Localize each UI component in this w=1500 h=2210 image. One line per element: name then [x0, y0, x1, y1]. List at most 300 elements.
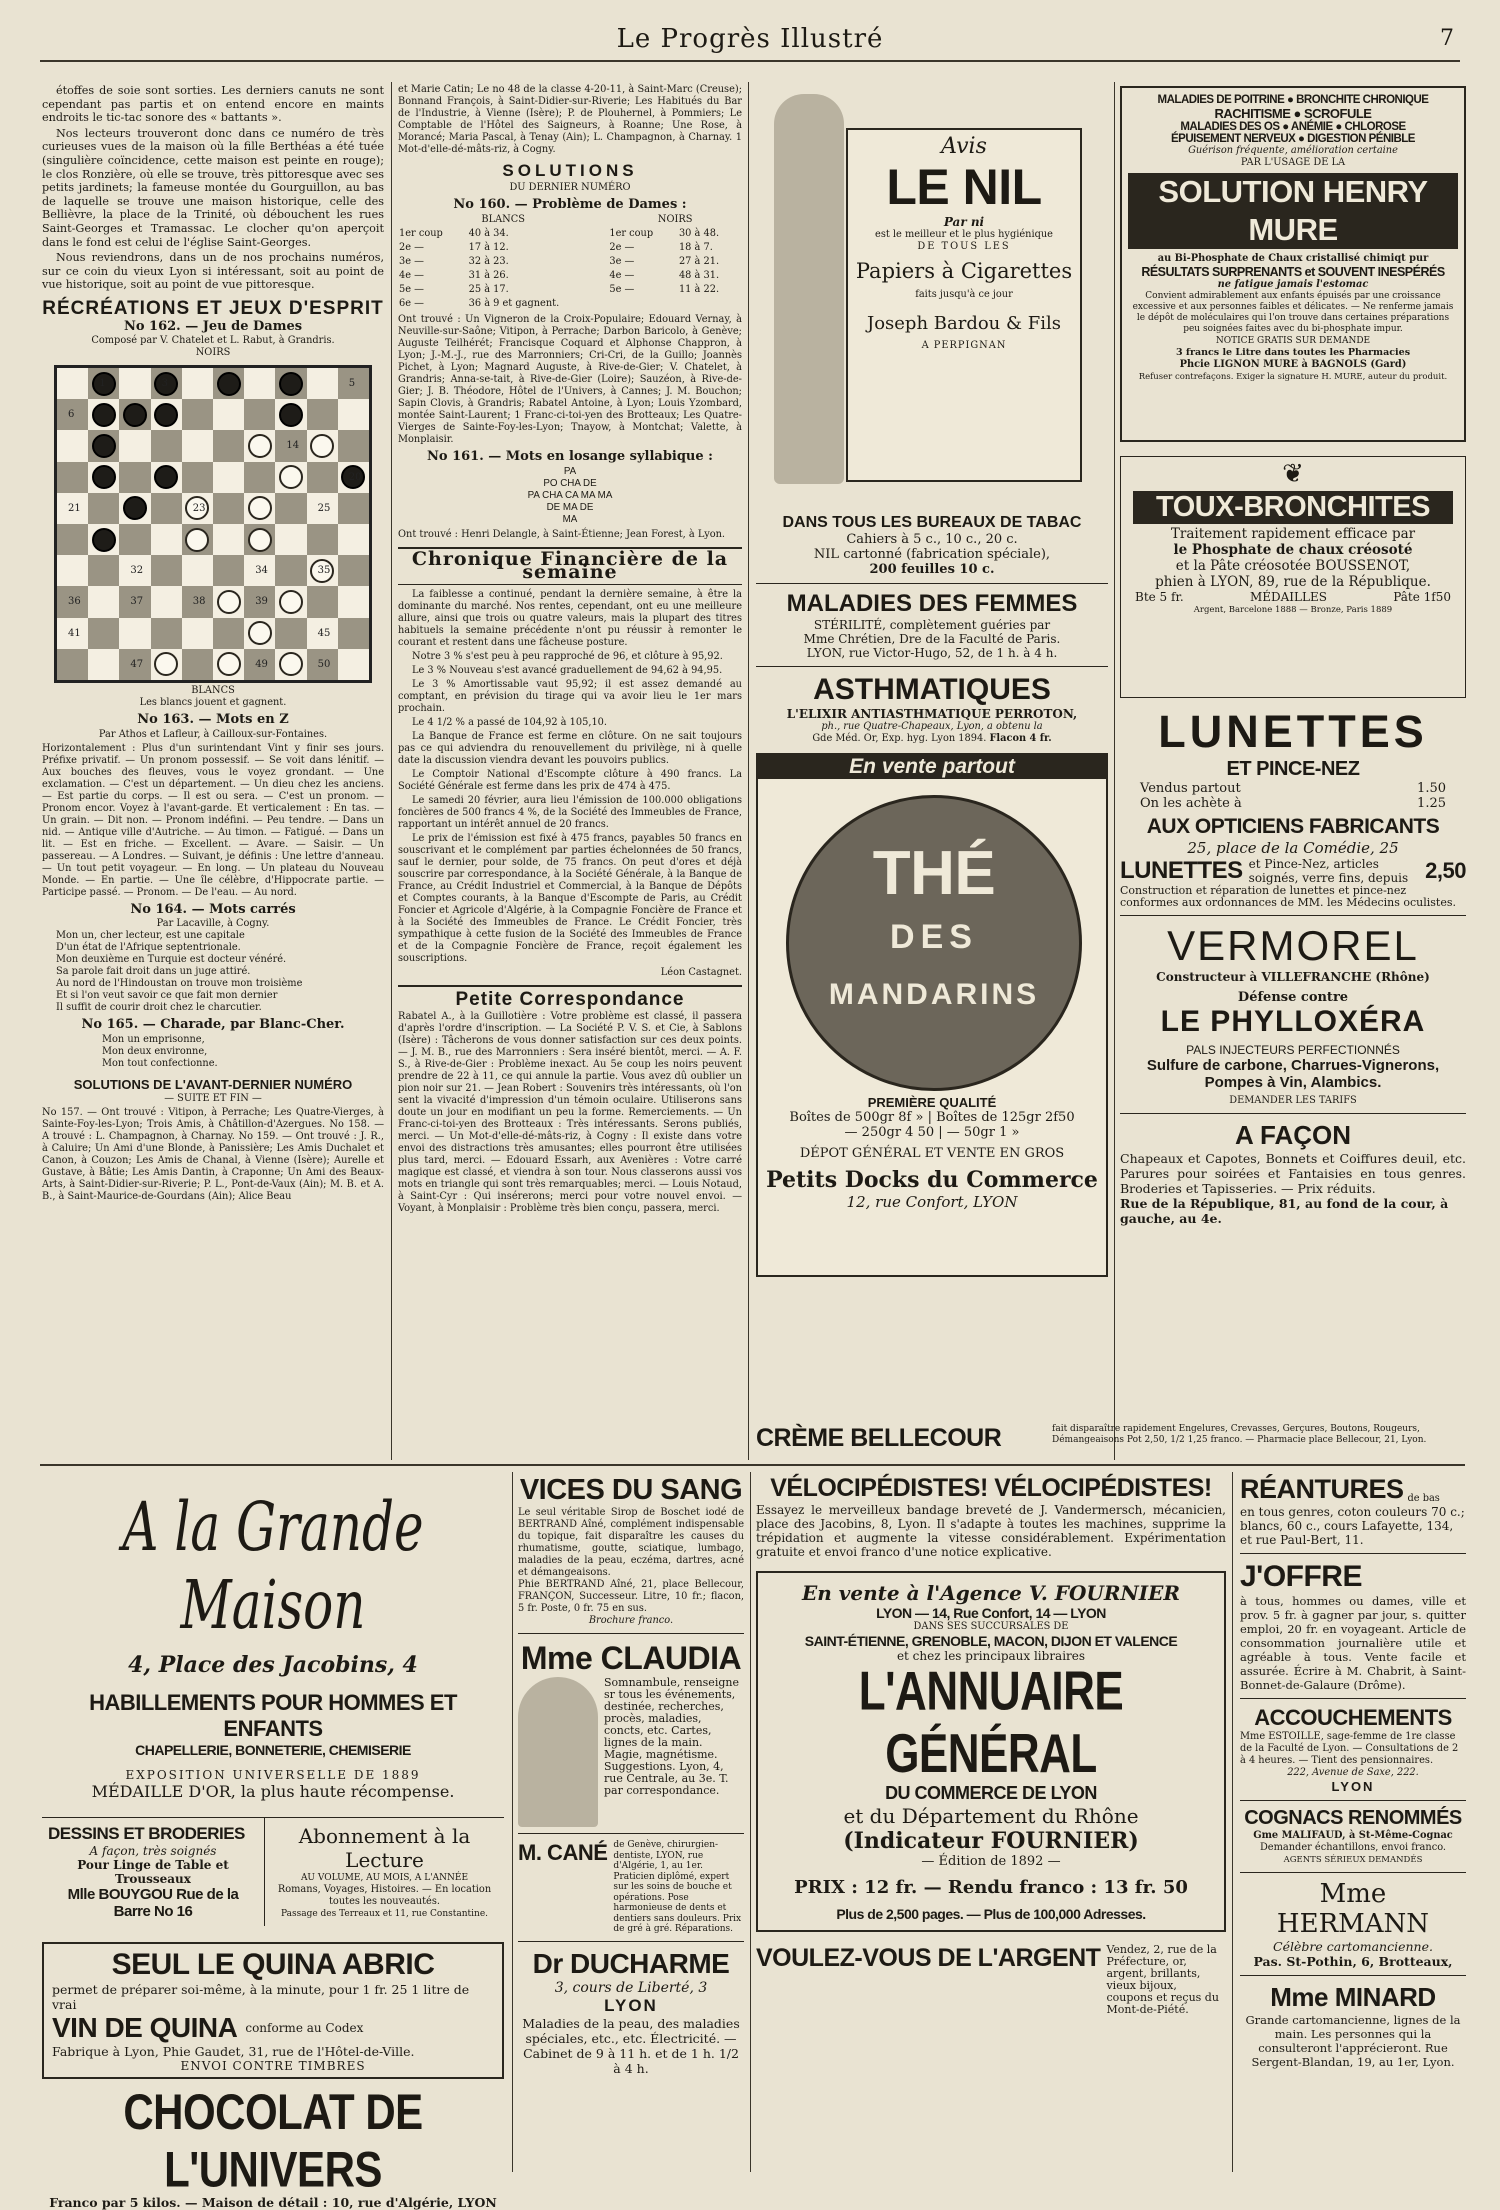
losange-row: PO CHA DE [543, 477, 597, 489]
velo-title: VÉLOCIPÉDISTES! VÉLOCIPÉDISTES! [770, 1474, 1212, 1502]
move-cell: 4e — [399, 270, 424, 282]
moves-table [398, 213, 742, 311]
vices-text: Phie BERTRAND Aîné, 21, place Bellecour, FRANÇON, Successeur. Litre, 10 fr.; flacon, 5 fr. Poste, 0 fr. 75 en sus. [518, 1579, 744, 1614]
reantures-bas: de bas [1407, 1493, 1440, 1504]
moves-header: NOIRS [657, 214, 693, 226]
board-square [88, 368, 119, 399]
black-piece [92, 403, 116, 427]
square-number: 5 [348, 378, 356, 390]
mure-line: Guérison fréquente, amélioration certaine [1188, 145, 1398, 156]
board-square [88, 430, 119, 461]
square-number: 23 [192, 502, 206, 514]
solutions-heading: SOLUTIONS DE L'AVANT-DERNIER NUMÉRO [73, 1076, 353, 1092]
board-caption: Les blancs jouent et gagnent. [139, 697, 287, 709]
correspondence-text: Rabatel A., à la Guillotière : Votre problème est classé, il passera d'après l'ordre d'inscription. — La Société P. V. S. et Cie, à Sablons (Isère) : Tâcherons de vous donner satisfaction sur ces deux points. — J. M. B., rue des Marronniers : Sera inséré bientôt, merci. — A. F. S., à Rive-de-Gier : Problème inexact. Au 5e coup les noirs peuvent prendre de 22 à 11, ce qui annule la partie. Vous avez dû oublier un pion noir sur 21. — Jean Robert : Souvenirs très intéressants, où l'on sent la vivacité d'impression d'un témoin oculaire. Utiliserons sans doute un jour en modifiant un peu la forme. Remerciements. — Un Franc-ci-toi-yen des Brotteaux : Très intéressants. Serons publiés, merci. — Un Mot-d'elle-dé-mâts-riz, à Cogny : Il existe dans votre envoi des distractions très amusantes; elles pourront être utilisées plus tard, merci. — Edouard Essarh, aux Avenières : Votre carré magique est classé, et viendra à son tour. Nous classerons aussi vos mots en triangle qui sont très remarquables; merci. — Louis Notaud, à Saint-Cyr : Qui insérerons; merci pour votre nouvel envoi. — Voyant, à Monplaisir : Problème très bien conçu, passera, merci. [398, 1010, 742, 1214]
board-square [244, 555, 275, 586]
board-square [88, 555, 119, 586]
move-cell: 32 à 23. [468, 256, 509, 268]
board-square [338, 399, 369, 430]
lunettes-l1: LUNETTES [1120, 857, 1243, 884]
quina-line: conforme au Codex [245, 2021, 364, 2035]
square-number: 20 [348, 471, 362, 483]
column-4-ads [1120, 86, 1466, 1421]
article-paragraph: Le Comptoir National d'Escompte clôture à 490 francs. La Société Générale est ferme dans les prix de 474 à 475. [398, 768, 742, 792]
argent-title: VOULEZ-VOUS DE L'ARGENT [756, 1944, 1101, 1972]
the-price-line: — 250gr 4 50 | — 50gr 1 » [844, 1125, 1020, 1140]
lunettes-sub: ET PINCE-NEZ [1226, 758, 1360, 780]
board-square [244, 493, 275, 524]
board-square [88, 399, 119, 430]
toux-title: TOUX-BRONCHITES [1133, 491, 1453, 524]
vermorel-line: Sulfure de carbone, Charrues-Vignerons, Pompes à Vin, Alambics. [1146, 1057, 1440, 1091]
accouchements-title: ACCOUCHEMENTS [1254, 1705, 1452, 1730]
column-1 [42, 84, 384, 1459]
white-piece [310, 434, 334, 458]
abonnement-line: Romans, Voyages, Histoires. — En location toutes les nouveautés. [277, 1884, 492, 1907]
accouchements-text: Mme ESTOILLE, sage-femme de 1re classe de la Faculté de Lyon. — Consultations de 2 à 4 heures. — Tient des pensionnaires. [1240, 1731, 1459, 1766]
board-square [151, 555, 182, 586]
board-square [307, 586, 338, 617]
board-square [213, 586, 244, 617]
board-square [213, 493, 244, 524]
vermorel-sub: Constructeur à VILLEFRANCHE (Rhône) [1156, 970, 1430, 984]
solutions-continued: et Marie Catin; Le no 48 de la classe 4-20-11, à Saint-Marc (Creuse); Bonnand François, à Saint-Didier-sur-Riverie; Les Habitués du Bar de l'Industrie, à Vienne (Isère); P. de Plouhernel, à Pommiers; Le Comptable de l'Hôtel des Saigneurs, à Roanne; Une Rose, à Morancé; Maria Pascal, à Tenay (Ain); L. Champagnon, à Charnay. 1 Mot-d'elle-dé-mâts-riz, à Cogny. [398, 84, 742, 155]
board-square [213, 430, 244, 461]
abonnement-ad [265, 1818, 504, 1926]
board-square [151, 462, 182, 493]
accouchements-city: LYON [1331, 1779, 1375, 1794]
hermann-line: Pas. St-Pothin, 6, Brotteaux, [1253, 1954, 1453, 1969]
board-square [119, 586, 150, 617]
board-square [88, 586, 119, 617]
board-square [151, 586, 182, 617]
annuaire-line: DU COMMERCE DE LYON [885, 1783, 1097, 1803]
article-paragraph: Notre 3 % s'est peu à peu rapproché de 96, et clôture à 95,92. [412, 650, 723, 662]
verse-line: Et si l'on veut savoir ce que fait mon dernier [56, 990, 278, 1002]
asthma-line [756, 733, 1108, 745]
nil-ad [756, 84, 1108, 514]
move-cell: 30 à 48. [678, 228, 720, 240]
moves-row [398, 297, 742, 311]
the-des: DES [890, 918, 978, 956]
lunettes-row-label: On les achète à [1140, 796, 1242, 811]
annuaire-succ: DANS SES SUCCURSALES DE [913, 1621, 1069, 1632]
chronicle-signature: Léon Castagnet. [660, 966, 742, 978]
board-square [307, 462, 338, 493]
move-cell: 25 à 17. [468, 284, 509, 296]
joffre-text: à tous, hommes ou dames, ville et prov. 5 fr. à gagner par jour, s. quitter emploi, 20 fr. en voyageant. Article de consommation journalière utile et agréable à tous. Vente facile et assurée. Écrire à M. Chabrit, à Saint-Bonnet-de-Galaure (Drôme). [1240, 1594, 1466, 1692]
black-piece [154, 403, 178, 427]
board-square [244, 430, 275, 461]
claudia-text: Somnambule, renseigne sr tous les événements, destinée, recherches, procès, maladies, concts, etc. Cartes, lignes de la main. Magie, magnétisme. Suggestions. Lyon, 4, rue Centrale, au 3e. T. par correspondance. [604, 1676, 739, 1797]
move-cell: 36 à 9 et gagnent. [468, 298, 560, 310]
nil-faits: faits jusqu'à ce jour [915, 289, 1013, 300]
dessins-line: A façon, très soignés [89, 1844, 217, 1858]
losange [398, 466, 742, 526]
move-cell: 1er coup [609, 228, 654, 240]
board-square [244, 399, 275, 430]
board-square [88, 618, 119, 649]
facon-text: Chapeaux et Capotes, Bonnets et Coiffures deuil, etc. Parures pour soirées et Fantaisies en tous genres. Broderies et Tapisseries. — Prix réduits. [1120, 1151, 1466, 1196]
correspondence-heading: Petite Correspondance [455, 988, 685, 1010]
losange-row: MA [562, 513, 578, 525]
section-rule [40, 1464, 1465, 1466]
lunettes-row-price: 1.25 [1417, 796, 1446, 811]
moves-row [398, 269, 742, 283]
mure-line: 3 francs le Litre dans toutes les Pharmacies [1175, 347, 1411, 358]
board-square [275, 649, 306, 680]
board-square [88, 524, 119, 555]
problem-162-author: Composé par V. Chatelet et L. Rabut, à Grandris. [91, 335, 335, 347]
vices-brochure: Brochure franco. [588, 1615, 674, 1626]
claudia-title: Mme CLAUDIA [520, 1640, 742, 1676]
ducharme-city: LYON [604, 1995, 658, 2015]
square-number: 32 [130, 565, 144, 577]
problem-165-title: No 165. — Charade, par Blanc-Cher. [81, 1017, 345, 1033]
mure-title: SOLUTION HENRY MURE [1128, 173, 1458, 249]
article-paragraph: Le 3 % Amortissable vaut 95,92; il est assez demandé au comptant, en prévision du tirage qui va avoir lieu le 1er mars prochain. [398, 678, 742, 714]
board-square [57, 368, 88, 399]
board-square [182, 618, 213, 649]
nil-avis: Avis [941, 134, 987, 159]
problem-164-author: Par Lacaville, à Cogny. [156, 918, 270, 930]
board-square [307, 493, 338, 524]
lunettes-l2: et Pince-Nez, articles soignés, verre fins, depuis [1248, 857, 1409, 885]
nil-bureau: DANS TOUS LES BUREAUX DE TABAC [782, 514, 1082, 531]
maison-title: A la Grande Maison [122, 1487, 424, 1645]
toux-medals: MÉDAILLES [1249, 590, 1327, 604]
moves-row [398, 241, 742, 255]
quina-ad [42, 1942, 504, 2079]
toux-line: Argent, Barcelone 1888 — Bronze, Paris 1889 [1193, 605, 1393, 615]
board-square [275, 399, 306, 430]
quina-line: permet de préparer soi-même, à la minute, pour 1 fr. 25 1 litre de vrai [52, 1982, 470, 2012]
problem-163-text: Horizontalement : Plus d'un surintendant Vint y finir ses jours. Préfixe privatif. — Un pronom possessif. — Se voit dans lénitif. — Aux bouches des fleuves, vous le voyez grondant. — Une exclamation. — C'est un département. — Un dieu chez les anciens. — Est partie du corps. — Il est ou sera. — C'est un pronom. — Pronom encor. Voyez à l'avant-garde. Et verticalement : En tas. — Un grain. — Dit non. — Pronom indéfini. — Peu tendre. — Dans un nid. — Antique ville d'Autriche. — Au timon. — Fatigué. — Dans un lit. — Est en friche. — Excellent. — Avare. — Saisir. — Un passereau. — A Londres. — Suivant, je définis : Une lettre d'anneau. — Un tout petit voyageur. — En long. — Un plateau du Nouveau Monde. — En partie. — Une île célèbre, d'Hippocrate partie. — Participe passé. — Pronom. — De l'eau. — Au nord. [42, 742, 384, 898]
lunettes-row-label: Vendus partout [1140, 781, 1241, 796]
solutions-subheading: DU DERNIER NUMÉRO [509, 181, 631, 193]
the-vente: En vente partout [758, 755, 1106, 779]
solutions-heading: SOLUTIONS [502, 161, 638, 180]
square-number: 3 [161, 378, 168, 390]
column-rule [391, 82, 392, 1460]
move-cell: 48 à 31. [678, 270, 720, 282]
bottom-col-3 [756, 1474, 1226, 2174]
mure-line: Phcie LIGNON MURE à BAGNOLS (Gard) [1179, 359, 1407, 370]
board-square [338, 368, 369, 399]
board-square [151, 430, 182, 461]
board-square [244, 524, 275, 555]
mure-line: PAR L'USAGE DE LA [1240, 157, 1346, 168]
board-square [57, 618, 88, 649]
board-square [213, 618, 244, 649]
board-square [119, 524, 150, 555]
board-square [307, 649, 338, 680]
bottom-col-1 [42, 1474, 504, 2210]
black-piece [279, 372, 303, 396]
mure-line: Convient admirablement aux enfants épuisés par une croissance excessive et aux personnes faibles et délicates. — Ne renferme jamais le dépôt de moléculaires qui l'on trouve dans certaines préparations peu soignées faites avec du bi-phosphate impur. [1132, 291, 1454, 334]
black-piece [92, 465, 116, 489]
toux-line: le Phosphate de chaux créosoté [1173, 542, 1413, 558]
cane-text: de Genève, chirurgien-dentiste, LYON, rue d'Algérie, 1, au 1er. Praticien diplômé, expert sur les soins de bouche et opérations. Pose harmonieuse de dents et dentiers sans douleurs. Prix de gré à gré. Réparations. [613, 1840, 742, 1934]
asthma-medal: Gde Méd. Or, Exp. hyg. Lyon 1894. [812, 733, 987, 744]
board-square [57, 649, 88, 680]
move-cell: 17 à 12. [468, 242, 509, 254]
ducharme-title: Dr DUCHARME [532, 1947, 730, 1979]
chronicle-body [398, 589, 742, 979]
minard-title: Mme MINARD [1270, 1982, 1436, 2012]
problem-163-title: No 163. — Mots en Z [137, 712, 289, 728]
black-piece [279, 403, 303, 427]
quina-line: ENVOI CONTRE TIMBRES [180, 2059, 366, 2073]
annuaire-vente: En vente à l'Agence V. FOURNIER [802, 1581, 1180, 1605]
board-square [275, 493, 306, 524]
verse-line: Au nord de l'Hindoustan on trouve mon troisième [56, 978, 303, 990]
article-paragraph: La faiblesse a continué, pendant la dernière semaine, à être la dominante du marché. Nos rentes, cependant, ont eu une meilleure allure, ainsi que trois ou quatre valeurs, mais la plupart des titres habituels la semaine précédente n'ont pu réussir à remonter le courant et restent dans une fâcheuse posture. [398, 588, 742, 648]
mure-line: RACHITISME ● SCROFULE [1214, 106, 1372, 121]
black-piece [92, 528, 116, 552]
creme-text: fait disparaître rapidement Engelures, Crevasses, Gerçures, Boutons, Rougeurs, Démangeaisons Pot 2,50, 1/2 1,25 franco. — Pharmacie place Bellecour, 21, Lyon. [1052, 1424, 1427, 1445]
board-square [182, 649, 213, 680]
board-square [338, 586, 369, 617]
bottom-col-4 [1240, 1474, 1466, 2174]
annuaire-prix: PRIX : 12 fr. — Rendu franco : 13 fr. 50 [794, 1877, 1188, 1898]
board-square [151, 618, 182, 649]
problem-164-title: No 164. — Mots carrés [130, 901, 296, 917]
move-cell: 6e — [399, 298, 424, 310]
board-square [151, 399, 182, 430]
square-number: 41 [68, 627, 81, 639]
column-rule [1232, 1472, 1233, 2172]
board-square [338, 430, 369, 461]
black-piece [154, 465, 178, 489]
square-number: 14 [286, 440, 300, 452]
board-square [275, 368, 306, 399]
asthma-line: L'ELIXIR ANTIASTHMATIQUE PERROTON, [786, 707, 1078, 721]
chocolat-title: CHOCOLAT DE L'UNIVERS [123, 2083, 423, 2198]
annuaire-ad [756, 1571, 1226, 1932]
dessins-line: Mlle BOUYGOU Rue de la Barre No 16 [67, 1886, 239, 1920]
board-square [182, 524, 213, 555]
asthma-line: ph., rue Quatre-Chapeaux, Lyon, a obtenu la [821, 721, 1043, 732]
newspaper-title: Le Progrès Illustré [616, 24, 884, 54]
move-cell: 1er coup [399, 228, 443, 240]
mure-line: Refuser contrefaçons. Exiger la signature H. MURE, auteur du produit. [1138, 372, 1448, 382]
board-square [151, 493, 182, 524]
maison-address: 4, Place des Jacobins, 4 [128, 1652, 418, 1678]
board-square [275, 555, 306, 586]
column-rule [750, 1472, 751, 2172]
the-qualite: PREMIÈRE QUALITÉ [867, 1095, 997, 1110]
move-cell: 2e — [399, 242, 424, 254]
board-square [275, 524, 306, 555]
square-number: 45 [317, 627, 331, 639]
board-square [307, 430, 338, 461]
move-cell: 18 à 7. [678, 242, 713, 254]
board-square [307, 368, 338, 399]
nil-par: Par ni [943, 215, 985, 229]
toux-line: et la Pâte créosotée BOUSSENOT, [1175, 558, 1411, 574]
white-piece [248, 496, 272, 520]
board-square [244, 586, 275, 617]
article-paragraph: Le 4 1/2 % a passé de 104,92 à 105,10. [412, 716, 608, 728]
ducharme-text: Maladies de la peau, des maladies spéciales, etc., etc. Électricité. — Cabinet de 9 à 11 h. et de 1 h. 1/2 à 4 h. [522, 2015, 740, 2076]
column-3-ads [756, 84, 1108, 1459]
board-square [307, 399, 338, 430]
square-number: 35 [317, 565, 331, 577]
moves-row [398, 255, 742, 269]
ducharme-address: 3, cours de Liberté, 3 [554, 1979, 708, 1996]
board-square [338, 524, 369, 555]
board-square [151, 649, 182, 680]
mure-ad [1120, 86, 1466, 442]
the-roundel [786, 795, 1082, 1091]
abonnement-line: Passage des Terreaux et 11, rue Constantine. [280, 1909, 489, 1919]
black-piece [217, 372, 241, 396]
annuaire-address: LYON — 14, Rue Confort, 14 — LYON [876, 1605, 1106, 1621]
vermorel-line: PALS INJECTEURS PERFECTIONNÉS [1186, 1043, 1400, 1057]
board-square [182, 493, 213, 524]
board-square [338, 555, 369, 586]
games-heading: RÉCRÉATIONS ET JEUX D'ESPRIT [42, 297, 384, 319]
velo-text: Essayez le merveilleux bandage breveté de J. Vandermersch, mécanicien, place des Jacobins, 8, Lyon. Il s'adapte à toutes les machines, supprime la trépidation et augmente la vitesse considérablement. Expérimentation gratuite et envoi franco d'une notice explicative. [756, 1503, 1226, 1559]
square-number: 34 [255, 565, 268, 577]
maison-habillements: HABILLEMENTS POUR HOMMES ET ENFANTS [89, 1690, 457, 1741]
hermann-line: Célèbre cartomancienne. [1273, 1939, 1433, 1954]
maison-medaille: MÉDAILLE D'OR, la plus haute récompense. [91, 1782, 455, 1801]
board-square [275, 462, 306, 493]
abonnement-title: Abonnement à la Lecture [298, 1824, 471, 1872]
white-piece [185, 528, 209, 552]
mure-line: ne fatigue jamais l'estomac [1217, 279, 1369, 290]
minard-text: Grande cartomancienne, lignes de la main. Les personnes qui la consulteront l'apprécieront. Rue Sergent-Blandan, 19, au 1er, Lyon. [1245, 2013, 1461, 2069]
square-number: 21 [68, 502, 81, 514]
verse-line: Sa parole fait droit dans un juge attiré. [56, 966, 251, 978]
vermorel-title: VERMOREL [1167, 922, 1419, 969]
board-square [338, 493, 369, 524]
board-square [275, 430, 306, 461]
column-rule [512, 1472, 513, 2172]
annuaire-line: et du Département du Rhône [843, 1804, 1139, 1828]
maison-expo: EXPOSITION UNIVERSELLE DE 1889 [125, 1768, 421, 1782]
board-square [338, 649, 369, 680]
mure-line: RÉSULTATS SURPRENANTS et SOUVENT INESPÉRÉS [1141, 265, 1445, 279]
board-square [57, 493, 88, 524]
problem-161-title: No 161. — Mots en losange syllabique : [427, 449, 713, 465]
square-number: 50 [317, 658, 331, 670]
dessins-title: DESSINS ET BRODERIES [48, 1824, 245, 1843]
black-piece [123, 496, 147, 520]
annuaire-title: L'ANNUAIRE GÉNÉRAL [858, 1660, 1124, 1785]
solutions-text: No 157. — Ont trouvé : Vitipon, à Perrache; Les Quatre-Vierges, à Sainte-Foy-les-Lyon; Trois Amis, à Châtillon-d'Azergues. No 158. — A trouvé : L. Champagnon, à Charnay. No 159. — Ont trouvé : J. R., à Caluire; Un Ami d'une Blonde, à Panissière; Les Amis Duchalet et Canon, à Couzon; Les Amis de Chanal, à Vienne (Isère); Aurelle et Gustave, à Bâtie; Les Amis Dantin, à Craponne; Un Ami des Beaux-Arts, à Saint-Didier-sur-Riverie; P. L., Pont-de-Vaux (Ain); M. B. et A. B., à Saint-Maurice-de-Gourdans (Ain); Alice Beau [42, 1107, 384, 1203]
board-square [275, 618, 306, 649]
argent-text: Vendez, 2, rue de la Préfecture, or, argent, brillants, vieux bijoux, coupons et reçus du Mont-de-Piété. [1106, 1943, 1219, 2016]
white-piece [248, 621, 272, 645]
move-cell: 4e — [609, 270, 635, 282]
move-cell: 2e — [609, 242, 635, 254]
move-cell: 31 à 26. [468, 270, 509, 282]
annuaire-cities: SAINT-ÉTIENNE, GRENOBLE, MACON, DIJON ET VALENCE [804, 1633, 1178, 1649]
square-number: 47 [130, 658, 144, 670]
page-number: 7 [1440, 26, 1454, 51]
losange-row: DE MA DE [546, 501, 594, 513]
verse-line: Mon deuxième en Turquie est docteur vénéré. [56, 954, 287, 966]
the-mandarins: MANDARINS [828, 978, 1040, 1011]
problem-164-text [42, 930, 384, 1014]
white-piece [279, 590, 303, 614]
mure-line: ÉPUISEMENT NERVEUX ● DIGESTION PÉNIBLE [1171, 133, 1415, 145]
board-square [151, 524, 182, 555]
board-square [57, 524, 88, 555]
cognac-line: Gme MALIFAUD, à St-Même-Cognac [1253, 1830, 1453, 1841]
reantures-title: RÉANTURES [1240, 1474, 1404, 1504]
nil-text: est le meilleur et le plus hygiénique [875, 229, 1053, 240]
board-square [182, 430, 213, 461]
moves-row [398, 283, 742, 297]
claudia-illustration [518, 1677, 598, 1827]
square-number: 49 [255, 658, 268, 670]
board-square [88, 649, 119, 680]
board-square [244, 649, 275, 680]
femmes-sterilite: STÉRILITÉ, complètement guéries par [813, 618, 1051, 632]
white-piece [217, 652, 241, 676]
cognac-line: Demander échantillons, envoi franco. [1259, 1842, 1447, 1853]
moves-row [398, 227, 742, 241]
vermorel-phylloxera: LE PHYLLOXÉRA [1160, 1005, 1426, 1038]
board-square [182, 555, 213, 586]
nil-poster [846, 128, 1082, 482]
losange-row: PA [563, 465, 577, 477]
femmes-address: LYON, rue Victor-Hugo, 52, de 1 h. à 4 h. [806, 646, 1058, 660]
board-square [213, 368, 244, 399]
board-square [88, 493, 119, 524]
lunettes-title: LUNETTES [1158, 706, 1428, 757]
facon-address: Rue de la République, 81, au fond de la cour, à gauche, au 4e. [1120, 1196, 1449, 1226]
article-paragraph: étoffes de soie sont sorties. Les derniers canuts ne sont cependant pas partis et on entend encore en maints endroits le tic-tac sonore des « battants ». [42, 84, 384, 125]
maison-chapellerie: CHAPELLERIE, BONNETERIE, CHEMISERIE [135, 1742, 411, 1758]
board-label-noirs: NOIRS [195, 347, 231, 359]
board-square [57, 399, 88, 430]
black-piece [123, 403, 147, 427]
board-square [119, 462, 150, 493]
board-square [119, 430, 150, 461]
mure-line: MALADIES DES OS ● ANÉMIE ● CHLOROSE [1180, 121, 1406, 133]
board-square [88, 462, 119, 493]
nil-title: LE NIL [886, 159, 1042, 215]
vices-title: VICES DU SANG [519, 1474, 743, 1506]
asthma-title: ASTHMATIQUES [813, 673, 1051, 706]
board-square [57, 462, 88, 493]
verse-line: D'un état de l'Afrique septentrionale. [56, 942, 241, 954]
nil-cahiers: Cahiers à 5 c., 10 c., 20 c. [846, 532, 1018, 547]
move-cell: 5e — [399, 284, 424, 296]
board-square [213, 524, 244, 555]
asthma-price: Flacon 4 fr. [989, 733, 1052, 744]
toux-price: Pâte 1f50 [1393, 590, 1451, 604]
toux-line: Traitement rapidement efficace par [1170, 526, 1416, 542]
lunettes-l4: Construction et réparation de lunettes et pince-nez conformes aux ordonnances de MM. les Médecins oculistes. [1120, 884, 1456, 909]
board-square [338, 462, 369, 493]
creme-title: CRÈME BELLECOUR [756, 1424, 1002, 1452]
nil-de-tous: DE TOUS LES [917, 241, 1011, 252]
move-cell [678, 297, 742, 311]
board-square [119, 649, 150, 680]
quina-line: Fabrique à Lyon, Phie Gaudet, 31, rue de l'Hôtel-de-Ville. [52, 2044, 415, 2059]
quina-vin: VIN DE QUINA [52, 2012, 238, 2043]
vermorel-line: DEMANDER LES TARIFS [1229, 1095, 1357, 1106]
problem-160-solvers: Ont trouvé : Un Vigneron de la Croix-Populaire; Edouard Vernay, à Neuville-sur-Saône; Vitipon, à Perrache; Darbon Baricolo, à Genève; Auguste Teilhérét; Francisque Coquard et Alphonse Chappron, à Lyon; J.-M.-J., rue des Marronniers; Cri-Cri, de la Guillo; Joannès Pichet, à Lyon; Magnard Auguste, à Rive-de-Gier; V. Chatelet, à Grandris; Anna-se-tait, à Rive-de-Gier (Loire); Sauzéon, à Rive-de-Gier; J. B. Théodore, Hôtel de l'Univers, à Cannes; J. M. Bouchon; Sapin Clovis, à Grandris; Rabatel Antoine, à Lyon; Louis Yzombard, montée Saint-Laurent; 1 Franc-ci-toi-yen des Brotteaux; Les Quatre-Vierges de Sainte-Foy-les-Lyon; Tnayow, à Montchat; Valette, à Monplaisir. [398, 314, 742, 446]
white-piece [154, 652, 178, 676]
board-square [275, 586, 306, 617]
